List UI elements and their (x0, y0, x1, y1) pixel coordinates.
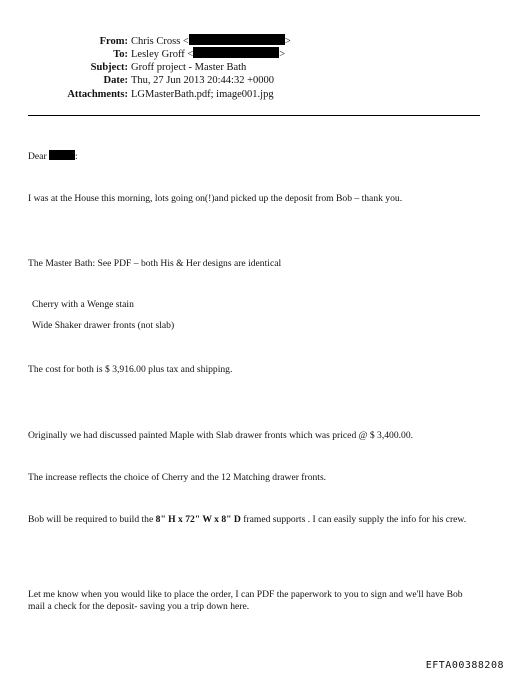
subject-label: Subject: (90, 62, 128, 73)
attachments-text: LGMasterBath.pdf; image001.jpg (131, 89, 274, 100)
date-label: Date: (103, 75, 128, 86)
list-item: Wide Shaker drawer fronts (not slab) (32, 320, 175, 331)
from-bracket: > (284, 36, 291, 47)
subject-line (20, 61, 480, 75)
to-label: To: (113, 49, 128, 60)
header-divider (28, 115, 480, 116)
paragraph-cost: The cost for both is $ 3,916.00 plus tax and shipping. (28, 364, 233, 375)
subject-text: Groff project - Master Bath (131, 62, 247, 73)
redaction-box (193, 47, 279, 58)
greeting-text: Dear (28, 151, 47, 162)
paragraph-supports (28, 514, 480, 526)
paragraph-order: Let me know when you would like to place the order, I can PDF the paperwork to you to sign and we'll have Bob mail a check for the deposit- saving you a trip down here. (28, 589, 463, 612)
supports-text-end: framed supports . I can easily supply the info for his crew. (243, 514, 467, 525)
supports-dimensions: 8" H x 72" W x 8" D (155, 514, 241, 525)
paragraph-deposit: I was at the House this morning, lots going on(!)and picked up the deposit from Bob – thank you. (28, 193, 403, 204)
redaction-box (189, 34, 285, 45)
to-bracket: > (279, 49, 286, 60)
date-text: Thu, 27 Jun 2013 20:44:32 +0000 (131, 75, 275, 86)
paragraph-master-bath: The Master Bath: See PDF – both His & Her designs are identical (28, 258, 282, 269)
paragraph-original-price: Originally we had discussed painted Maple with Slab drawer fronts which was priced @ $ 3,400.00. (28, 430, 414, 441)
attachments-line (20, 88, 480, 102)
paragraph-increase: The increase reflects the choice of Cherry and the 12 Matching drawer fronts. (28, 472, 327, 483)
from-name: Chris Cross < (131, 36, 189, 47)
redaction-box (49, 150, 75, 160)
date-line (20, 74, 480, 88)
attachments-label: Attachments: (67, 89, 128, 100)
to-line (20, 47, 480, 62)
document-id: EFTA00388208 (425, 660, 504, 671)
to-name: Lesley Groff < (131, 49, 194, 60)
list-item: Cherry with a Wenge stain (32, 299, 134, 310)
greeting (28, 150, 480, 163)
supports-text: Bob will be required to build the (28, 514, 154, 525)
greeting-colon: : (75, 151, 78, 162)
from-label: From: (99, 36, 128, 47)
